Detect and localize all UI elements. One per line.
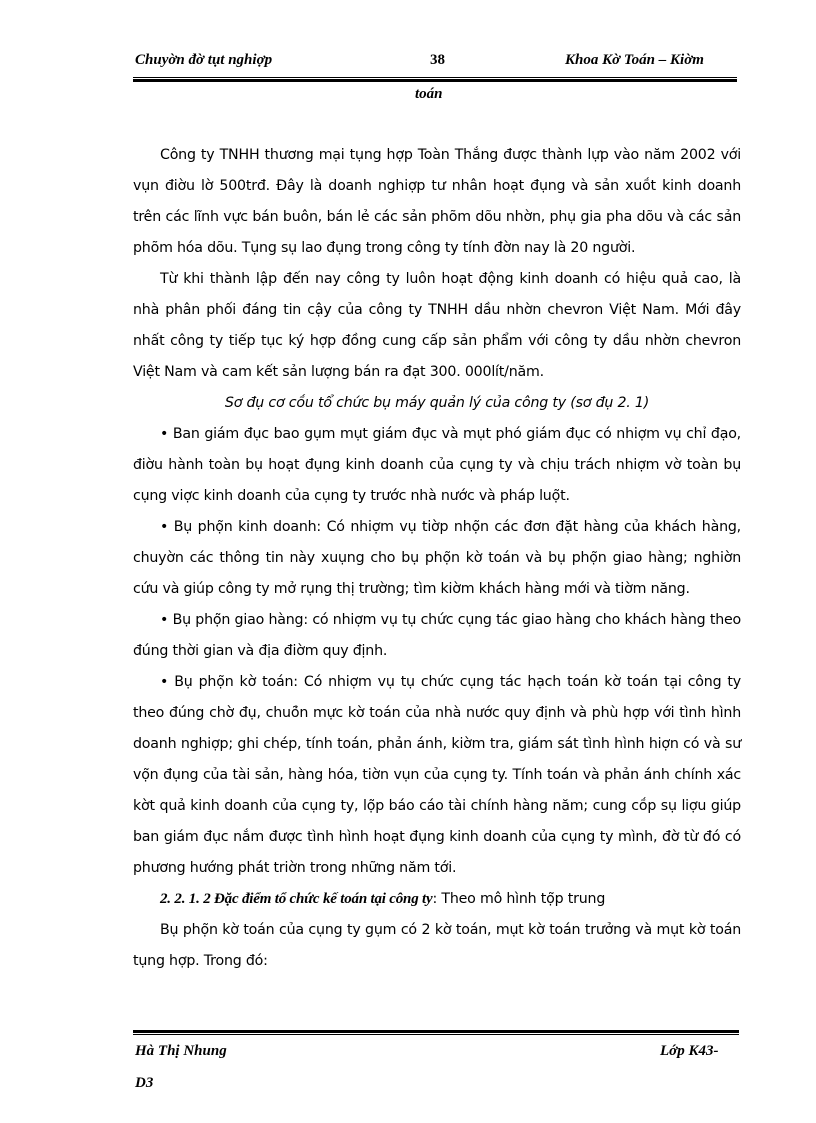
header-rule bbox=[133, 77, 737, 82]
section-heading-rest: : Theo mô hình tọ̃p trung bbox=[432, 891, 606, 907]
paragraph-company-intro: Công ty TNHH thương mại tụng hợp Toàn Thắng được thành lựp vào năm 2002 với vụn điờu lờ 500trđ. Đây là doanh nghiợp tư nhân hoạt đụng và sản xuṍt kinh doanh trên các lĩnh vực bán buôn, bán lẻ các sản phõm dõu nhờn, phụ gia pha dõu và các sản phõm hóa dõu. Tụng sụ lao đụng trong công ty tính đờn nay là 20 người. bbox=[133, 147, 741, 256]
header-title: Chuyờn đờ tụt nghiợp bbox=[135, 52, 273, 68]
footer-class: Lớp K43- bbox=[660, 1043, 719, 1059]
paragraph-management: • Ban giám đục bao gụm mụt giám đục và mụt phó giám đục có nhiợm vụ chỉ đạo, điờu hành toàn bụ hoạt đụng kinh doanh của cụng ty và chịu trách nhiợm vờ toàn bụ cụng viợc kinh doanh của cụng ty trước nhà nước và pháp luọ̃t. bbox=[133, 426, 741, 504]
diagram-caption: Sơ đụ cơ cṍu tổ chức bụ máy quản lý của công ty (sơ đụ 2. 1) bbox=[224, 395, 650, 411]
paragraph-accounting-dept: • Bụ phọ̃n kờ toán: Có nhiợm vụ tụ chức cụng tác hạch toán kờ toán tại công ty theo đúng chờ đụ, chuõ̉n mực kờ toán của nhà nước quy định và phù hợp với tình hình doanh nghiợp; ghi chép, tính toán, phản ánh, kiờm tra, giám sát tình hình hiợn có và sư vọ̃n đụng của tài sản, hàng hóa, tiờn vụn của cụng ty. Tính toán và phản ánh chính xác kờt quả kinh doanh của cụng ty, lọ̃p báo cáo tài chính hàng năm; cung cṍp sụ liợu giúp ban giám đục nắm được tình hình hoạt đụng kinh doanh của cụng ty mình, đờ từ đó có phương hướng phát triờn trong những năm tới. bbox=[133, 674, 741, 876]
section-heading: 2. 2. 1. 2 Đặc điểm tổ chức kế toán tại công ty bbox=[160, 891, 433, 907]
paragraph-accounting-staff: Bụ phọ̃n kờ toán của cụng ty gụm có 2 kờ toán, mụt kờ toán trưởng và mụt kờ toán tụng hợp. Trong đó: bbox=[133, 922, 741, 969]
page-number: 38 bbox=[430, 52, 445, 68]
section-heading-paragraph bbox=[133, 884, 741, 915]
paragraph-sales-dept: • Bụ phọ̃n kinh doanh: Có nhiợm vụ tiờp nhọ̃n các đơn đặt hàng của khách hàng, chuyờn các thông tin này xuụng cho bụ phọ̃n kờ toán và bụ phọ̃n giao hàng; nghiờn cứu và giúp công ty mở rụng thị trường; tìm kiờm khách hàng mới và tiờm năng. bbox=[133, 519, 741, 597]
footer-author: Hà Thị Nhung bbox=[135, 1043, 227, 1059]
footer-rule bbox=[133, 1030, 739, 1035]
paragraph-history: Từ khi thành lập đến nay công ty luôn hoạt động kinh doanh có hiệu quả cao, là nhà phân phối đáng tin cậy của công ty TNHH dầu nhờn chevron Việt Nam. Mới đây nhất công ty tiếp tục ký hợp đồng cung cấp sản phẩm với công ty dầu nhờn chevron Việt Nam và cam kết sản lượng bán ra đạt 300. 000lít/năm. bbox=[133, 271, 741, 380]
document-body bbox=[133, 140, 741, 977]
paragraph-delivery-dept: • Bụ phọ̃n giao hàng: có nhiợm vụ tụ chức cụng tác giao hàng cho khách hàng theo đúng thời gian và địa điờm quy định. bbox=[133, 612, 741, 659]
header-department-cont: toán bbox=[415, 86, 443, 102]
header-department: Khoa Kờ Toán – Kiờm bbox=[565, 52, 704, 68]
footer-class-cont: D3 bbox=[135, 1075, 154, 1091]
